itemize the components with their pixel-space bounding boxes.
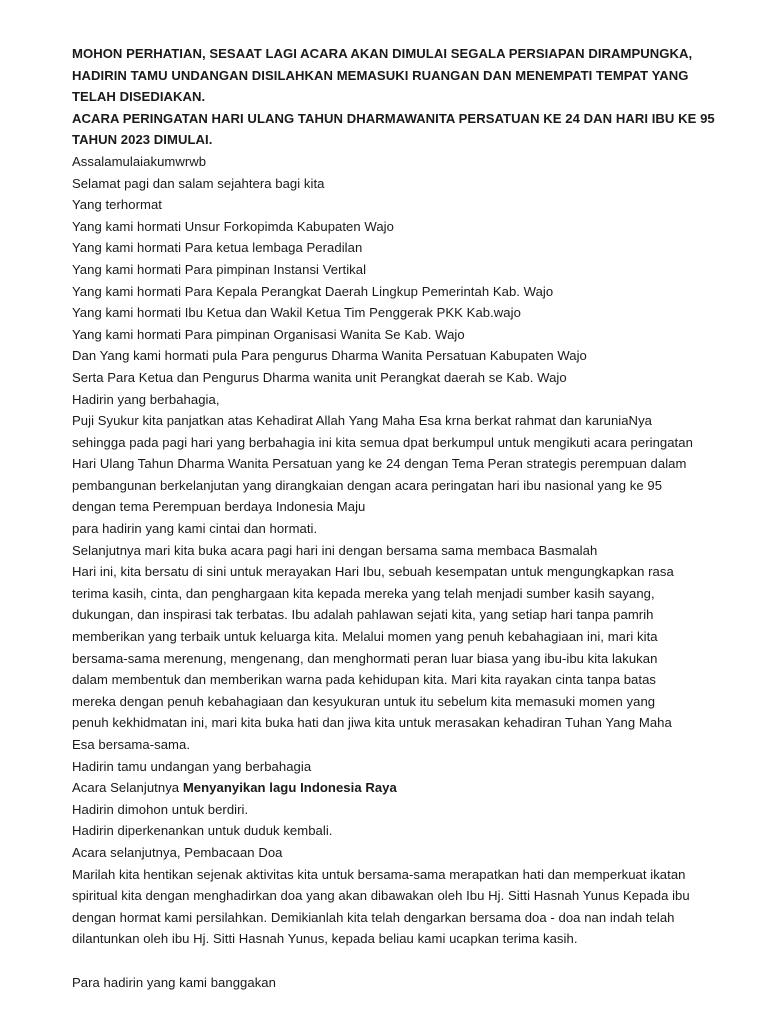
greeting-line: Yang kami hormati Para pimpinan Instansi Vertikal xyxy=(72,261,367,277)
greeting-line: Yang kami hormati Unsur Forkopimda Kabupaten Wajo xyxy=(72,218,394,234)
paragraph-line: Selanjutnya mari kita buka acara pagi hari ini dengan bersama sama membaca Basmalah xyxy=(72,542,598,558)
announcement-line: TAHUN 2023 DIMULAI. xyxy=(72,132,213,148)
anthem-title: Menyanyikan lagu Indonesia Raya xyxy=(182,780,397,796)
program-line: Acara selanjutnya, Pembacaan Doa xyxy=(72,844,283,860)
paragraph-line: pembangunan berkelanjutan yang dirangkaian dengan acara peringatan hari ibu nasional yang ke 95 xyxy=(72,477,663,493)
program-line: dilantunkan oleh ibu Hj. Sitti Hasnah Yunus, kepada beliau kami ucapkan terima kasih. xyxy=(72,931,578,947)
paragraph-line: bersama-sama merenung, mengenang, dan menghormati peran luar biasa yang ibu-ibu kita lakukan xyxy=(72,650,658,666)
paragraph-line: penuh kekhidmatan ini, mari kita buka hati dan jiwa kita untuk merasakan kehadiran Tuhan Yang Maha xyxy=(72,715,672,731)
program-line: Hadirin dimohon untuk berdiri. xyxy=(72,801,249,817)
greeting-line: Serta Para Ketua dan Pengurus Dharma wanita unit Perangkat daerah se Kab. Wajo xyxy=(72,369,567,385)
greeting-line: Selamat pagi dan salam sejahtera bagi kita xyxy=(72,175,325,191)
blank-line xyxy=(72,950,728,972)
announcement-line: MOHON PERHATIAN, SESAAT LAGI ACARA AKAN DIMULAI SEGALA PERSIAPAN DIRAMPUNGKA, xyxy=(72,46,693,61)
paragraph-line: dukungan, dan inspirasi tak terbatas. Ibu adalah pahlawan sejati kita, yang setiap hari tanpa pamrih xyxy=(72,607,654,623)
greeting-line: Yang kami hormati Para ketua lembaga Peradilan xyxy=(72,240,363,256)
greeting-line: Hadirin yang berbahagia, xyxy=(72,391,220,407)
announcement-line: TELAH DISEDIAKAN. xyxy=(72,89,206,105)
greeting-block xyxy=(72,151,728,410)
greeting-line: Dan Yang kami hormati pula Para pengurus Dharma Wanita Persatuan Kabupaten Wajo xyxy=(72,348,587,364)
opening-paragraph xyxy=(72,410,728,561)
program-line: spiritual kita dengan menghadirkan doa yang akan dibawakan oleh Ibu Hj. Sitti Hasnah Yunus Kepada ibu xyxy=(72,888,690,904)
greeting-line: Yang terhormat xyxy=(72,197,162,213)
paragraph-line: mereka dengan penuh kebahagiaan dan kesyukuran untuk itu sebelum kita memasuki momen yang xyxy=(72,693,656,709)
paragraph-line: memberikan yang terbaik untuk keluarga kita. Melalui momen yang penuh kebahagiaan ini, mari kita xyxy=(72,629,658,645)
paragraph-line: dalam membentuk dan memberikan warna pada kehidupan kita. Mari kita rayakan cinta tanpa batas xyxy=(72,672,657,688)
program-line: dengan hormat kami persilahkan. Demikianlah kita telah dengarkan bersama doa - doa nan indah telah xyxy=(72,909,675,925)
program-block xyxy=(72,799,728,950)
mothers-day-paragraph xyxy=(72,561,728,777)
announcement-line: ACARA PERINGATAN HARI ULANG TAHUN DHARMAWANITA PERSATUAN KE 24 DAN HARI IBU KE 95 xyxy=(72,110,715,126)
paragraph-line: Puji Syukur kita panjatkan atas Kehadirat Allah Yang Maha Esa krna berkat rahmat dan karuniaNya xyxy=(72,413,652,429)
greeting-line: Yang kami hormati Ibu Ketua dan Wakil Ketua Tim Penggerak PKK Kab.wajo xyxy=(72,305,521,321)
greeting-line: Yang kami hormati Para pimpinan Organisasi Wanita Se Kab. Wajo xyxy=(72,326,465,342)
announcement-block xyxy=(72,43,728,151)
paragraph-line: Esa bersama-sama. xyxy=(72,737,191,752)
greeting-line: Assalamulaiakumwrwb xyxy=(72,153,207,169)
anthem-line xyxy=(72,777,728,799)
program-line: Hadirin diperkenankan untuk duduk kembali. xyxy=(72,823,333,839)
paragraph-line: sehingga pada pagi hari yang berbahagia ini kita semua dpat berkumpul untuk mengikuti acara peringatan xyxy=(72,434,693,450)
paragraph-line: para hadirin yang kami cintai dan hormati. xyxy=(72,521,318,537)
closing-line: Para hadirin yang kami banggakan xyxy=(72,974,276,990)
paragraph-line: Hadirin tamu undangan yang berbahagia xyxy=(72,758,312,774)
anthem-prefix: Acara Selanjutnya xyxy=(72,780,183,796)
paragraph-line: terima kasih, cinta, dan penghargaan kita kepada mereka yang telah menjadi sumber kasih sayang, xyxy=(72,585,655,601)
program-line: Marilah kita hentikan sejenak aktivitas kita untuk bersama-sama merapatkan hati dan memperkuat ikatan xyxy=(72,866,686,882)
paragraph-line: Hari ini, kita bersatu di sini untuk merayakan Hari Ibu, sebuah kesempatan untuk mengungkapkan rasa xyxy=(72,564,674,580)
announcement-line: HADIRIN TAMU UNDANGAN DISILAHKAN MEMASUKI RUANGAN DAN MENEMPATI TEMPAT YANG xyxy=(72,67,689,83)
paragraph-line: dengan tema Perempuan berdaya Indonesia Maju xyxy=(72,499,366,515)
paragraph-line: Hari Ulang Tahun Dharma Wanita Persatuan yang ke 24 dengan Tema Peran strategis perempuan dalam xyxy=(72,456,687,472)
greeting-line: Yang kami hormati Para Kepala Perangkat Daerah Lingkup Pemerintah Kab. Wajo xyxy=(72,283,554,299)
